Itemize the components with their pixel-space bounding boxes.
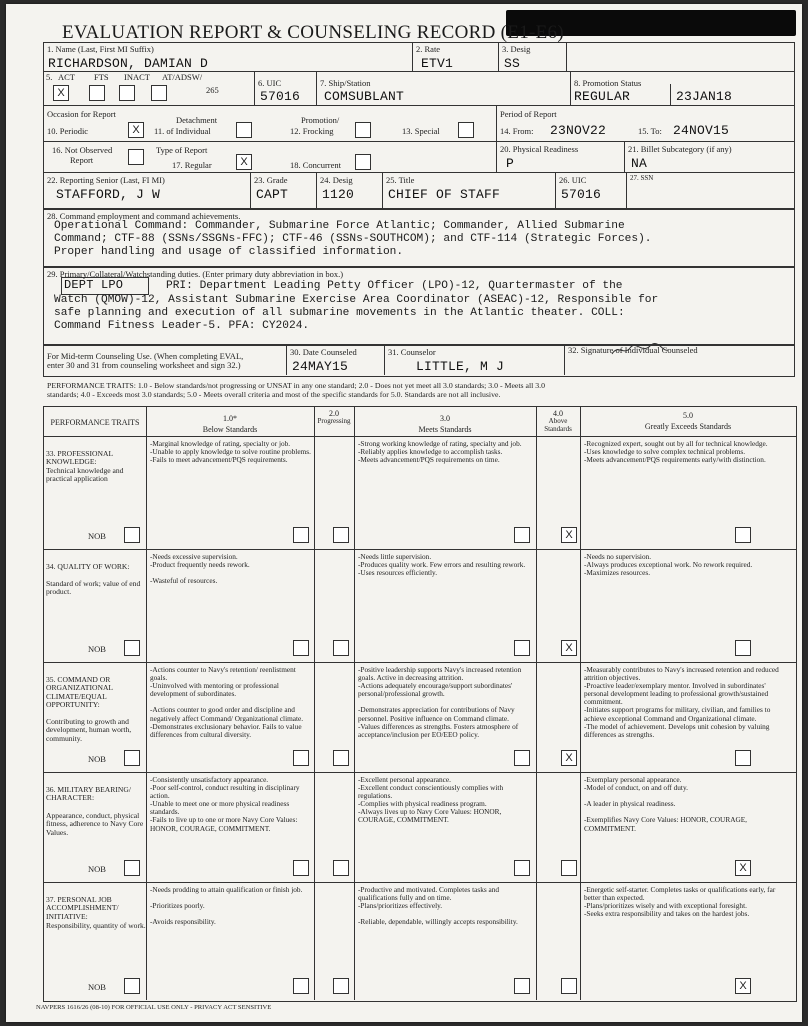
senior-uic-label: 26. UIC (559, 175, 587, 185)
trait-description: Appearance, conduct, physical fitness, adherence to Navy Core Values. (46, 811, 144, 837)
nob-checkbox[interactable] (124, 750, 140, 766)
desig-label: 3. Desig (502, 44, 531, 54)
standard-c3: -Positive leadership supports Navy's increased retention goals. Active in decreasing attrition. -Actions adequately encourage/support subordinates' personal/professional growth. -Demonstrates appreciation for contributions of Navy personnel. Positive influence on Command climate. -Values differences as strengths. Fosters atmosphere of acceptance/inclusion per EO/EEO policy. (358, 665, 522, 739)
command-line-2: Command; CTF-88 (SSNs/SSGNs-FFC); CTF-46 (SSNs-SOUTHCOM); and CTF-114 (Strategic Forces). (54, 233, 652, 245)
hdr-c2-num: 2.0 (329, 409, 339, 418)
score-3-checkbox[interactable] (514, 750, 530, 766)
special-label: 13. Special (402, 126, 440, 136)
concurrent-checkbox[interactable] (355, 154, 371, 170)
uic-label: 6. UIC (258, 78, 282, 88)
score-1-checkbox[interactable] (293, 640, 309, 656)
promotion-label: 8. Promotion Status (574, 78, 642, 88)
concurrent-label: 18. Concurrent (290, 160, 341, 170)
frocking-label: 12. Frocking (290, 126, 334, 136)
trait-description: Contributing to growth and development, human worth, community. (46, 717, 132, 743)
trait-name: 35. COMMAND OR ORGANIZATIONAL CLIMATE/EQUAL OPPORTUNITY: (46, 675, 113, 710)
duties-line-2: Watch (QMOW)-12, Assistant Submarine Exercise Area Coordinator (ASEAC)-12, Responsible for (54, 294, 659, 306)
score-2-checkbox[interactable] (333, 527, 349, 543)
score-2-checkbox[interactable] (333, 750, 349, 766)
standard-c5: -Energetic self-starter. Completes tasks or qualifications early, far better than expected. -Plans/prioritizes wisely and with exceptional foresight. -Seeks extra responsibility and takes on the hardest jobs. (584, 885, 776, 919)
score-2-checkbox[interactable] (333, 978, 349, 994)
trait-name: 37. PERSONAL JOB ACCOMPLISHMENT/ INITIATIVE: (46, 895, 119, 921)
from-date-field[interactable]: 23NOV22 (550, 123, 607, 138)
nob-label: NOB (88, 864, 106, 874)
atadsw-checkbox[interactable] (151, 85, 167, 101)
atadsw-label: AT/ADSW/ (162, 72, 203, 82)
score-3-checkbox[interactable] (514, 978, 530, 994)
perf-intro-line-1: PERFORMANCE TRAITS: 1.0 - Below standards/not progressing or UNSAT in any one standard; 2.0 - Does not yet meet all 3.0 standards; 3.0 - Meets all 3.0 (47, 381, 546, 390)
score-2-checkbox[interactable] (333, 860, 349, 876)
ship-field[interactable]: COMSUBLANT (324, 89, 405, 104)
senior-uic-field[interactable]: 57016 (561, 187, 602, 202)
physical-readiness-label: 20. Physical Readiness (500, 144, 579, 154)
standard-c1: -Actions counter to Navy's retention/ reenlistment goals. -Uninvolved with mentoring or professional development of subordinates. -Actions counter to good order and discipline and negatively affect Command/ Organizational climate. -Demonstrates exclusionary behavior. Fails to value differences from cultural diversity. (150, 665, 304, 739)
periodic-checkbox[interactable]: X (128, 122, 144, 138)
name-label: 1. Name (Last, First MI Suffix) (47, 44, 154, 54)
counselor-field[interactable]: LITTLE, M J (416, 359, 505, 374)
hdr-c3-num: 3.0 (440, 414, 450, 423)
senior-desig-label: 24. Desig (320, 175, 353, 185)
command-line-3: Proper handling and usage of classified information. (54, 246, 404, 258)
atadsw-code: 265 (206, 85, 219, 95)
score-4-checkbox[interactable] (561, 978, 577, 994)
signature-mark (610, 342, 670, 360)
primary-duty-value: DEPT LPO (64, 278, 124, 292)
grade-field[interactable]: CAPT (256, 187, 289, 202)
billet-field[interactable]: NA (631, 156, 648, 171)
standard-c3: -Excellent personal appearance. -Excellent conduct conscientiously complies with regulations. -Complies with physical readiness program. -Always lives up to Navy Core Values: HONOR, COURAGE, COMMITMENT. (358, 775, 504, 825)
standard-c1: -Marginal knowledge of rating, specialty or job. -Unable to apply knowledge to solve routine problems. -Fails to meet advancement/PQS requirements. (150, 439, 311, 465)
status-label: 5. (46, 72, 53, 82)
nob-checkbox[interactable] (124, 640, 140, 656)
duties-label: 29. Primary/Collateral/Watchstanding duties. (Enter primary duty abbreviation in box.) (47, 269, 344, 279)
not-observed-label: 16. Not Observed (52, 145, 113, 155)
nob-checkbox[interactable] (124, 860, 140, 876)
not-observed-checkbox[interactable] (128, 149, 144, 165)
title-field[interactable]: CHIEF OF STAFF (388, 187, 501, 202)
individual-label: 11. of Individual (154, 126, 211, 136)
score-3-checkbox[interactable] (514, 640, 530, 656)
detachment-label: Detachment (176, 115, 218, 125)
fts-checkbox[interactable] (89, 85, 105, 101)
hdr-c5-num: 5.0 (683, 411, 693, 420)
regular-checkbox[interactable]: X (236, 154, 252, 170)
nob-checkbox[interactable] (124, 978, 140, 994)
physical-readiness-field[interactable]: P (506, 156, 515, 171)
period-label: Period of Report (500, 109, 557, 119)
hdr-c5: Greatly Exceeds Standards (644, 422, 732, 431)
standard-c5: -Needs no supervision. -Always produces exceptional work. No rework required. -Maximizes resources. (584, 552, 753, 578)
command-line-1: Operational Command: Commander, Submarine Force Atlantic; Commander, Allied Submarine (54, 220, 625, 232)
score-1-checkbox[interactable] (293, 750, 309, 766)
score-1-checkbox[interactable] (293, 527, 309, 543)
evaluation-form-page (6, 4, 802, 1022)
nob-label: NOB (88, 644, 106, 654)
reporting-senior-field[interactable]: STAFFORD, J W (56, 187, 161, 202)
hdr-c1-num: 1.0* (223, 414, 237, 423)
standard-c5: -Recognized expert, sought out by all for technical knowledge. -Uses knowledge to solve complex technical problems. -Meets advancement/PQS requirements early/with distinction. (584, 439, 768, 465)
inact-checkbox[interactable] (119, 85, 135, 101)
score-4-checkbox[interactable]: X (561, 527, 577, 543)
midterm-line-1: For Mid-term Counseling Use. (When completing EVAL, (47, 351, 244, 361)
rate-field[interactable]: ETV1 (421, 56, 454, 71)
occasion-label: Occasion for Report (47, 109, 116, 119)
nob-label: NOB (88, 982, 106, 992)
promotion-field[interactable]: REGULAR (574, 89, 631, 104)
nob-label: NOB (88, 754, 106, 764)
special-checkbox[interactable] (458, 122, 474, 138)
score-5-checkbox[interactable]: X (735, 860, 751, 876)
score-1-checkbox[interactable] (293, 860, 309, 876)
nob-label: NOB (88, 531, 106, 541)
date-reported-field[interactable]: 23JAN18 (676, 89, 733, 104)
command-label: 28. Command employment and command achievements. (47, 211, 241, 221)
score-2-checkbox[interactable] (333, 640, 349, 656)
trait-name: 34. QUALITY OF WORK: (46, 562, 130, 571)
trait-name: 33. PROFESSIONAL KNOWLEDGE: (46, 449, 113, 467)
duties-line-3: safe planning and execution of all submarine movements in the Atlantic theater. COLL: (54, 307, 625, 319)
standard-c3: -Needs little supervision. -Produces quality work. Few errors and resulting rework. -Uses resources efficiently. (358, 552, 526, 578)
standard-c1: -Consistently unsatisfactory appearance. -Poor self-control, conduct resulting in disciplinary action. -Unable to meet one or more physical readiness standards. -Fails to live up to one or more Navy Core Values: HONOR, COURAGE, COMMITMENT. (150, 775, 300, 833)
act-checkbox[interactable]: X (53, 85, 69, 101)
ship-label: 7. Ship/Station (320, 78, 371, 88)
rate-label: 2. Rate (416, 44, 441, 54)
midterm-line-2: enter 30 and 31 from counseling worksheet and sign 32.) (47, 360, 241, 370)
desig-field[interactable]: SS (504, 56, 521, 71)
to-label: 15. To: (638, 126, 662, 136)
grade-label: 23. Grade (254, 175, 288, 185)
hdr-c1: Below Standards (202, 425, 258, 434)
uic-field[interactable]: 57016 (260, 89, 301, 104)
fts-label: FTS (94, 72, 109, 82)
billet-label: 21. Billet Subcategory (if any) (628, 144, 732, 154)
act-label: ACT (58, 72, 75, 82)
date-counseled-label: 30. Date Counseled (290, 347, 357, 357)
score-4-checkbox[interactable] (561, 860, 577, 876)
periodic-label: 10. Periodic (47, 126, 89, 136)
hdr-c4: Above Standards (544, 417, 572, 433)
trait-description: Responsibility, quantity of work. (46, 921, 146, 930)
trait-description: Standard of work; value of end product. (46, 579, 141, 597)
name-field[interactable]: RICHARDSON, DAMIAN D (48, 56, 209, 71)
type-of-report-label: Type of Report (156, 145, 208, 155)
trait-name: 36. MILITARY BEARING/ CHARACTER: (46, 785, 131, 803)
duties-first-line: PRI: Department Leading Petty Officer (LPO)-12, Quartermaster of the (166, 280, 623, 292)
perf-intro-line-2: standards; 4.0 - Exceeds most 3.0 standards; 5.0 - Meets overall criteria and most of the specific standards for 5.0. Standards are not all inclusive. (47, 390, 501, 399)
promotion-frocking-label: Promotion/ (301, 115, 340, 125)
signature-label: 32. Signature of Individual Counseled (568, 345, 698, 355)
frocking-checkbox[interactable] (355, 122, 371, 138)
duties-line-4: Command Fitness Leader-5. PFA: CY2024. (54, 320, 310, 332)
score-5-checkbox[interactable] (735, 750, 751, 766)
nob-checkbox[interactable] (124, 527, 140, 543)
trait-description: Technical knowledge and practical application (46, 466, 124, 484)
standard-c5: -Measurably contributes to Navy's increased retention and reduced attrition objectives. -Proactive leader/exemplary mentor. Involved in subordinates' personal development leading to professional growth/sustained commitment. -Initiates support programs for military, civilian, and families to achieve exceptional Command and Organizational climate. -The model of achievement. Develops unit cohesion by valuing differences as strengths. (584, 665, 779, 739)
title-label: 25. Title (386, 175, 415, 185)
score-5-checkbox[interactable] (735, 527, 751, 543)
detachment-checkbox[interactable] (236, 122, 252, 138)
reporting-senior-label: 22. Reporting Senior (Last, FI MI) (47, 175, 165, 185)
hdr-c4-num: 4.0 (553, 409, 563, 418)
score-3-checkbox[interactable] (514, 860, 530, 876)
hdr-c2: Progressing (317, 417, 351, 425)
score-5-checkbox[interactable] (735, 640, 751, 656)
score-5-checkbox[interactable]: X (735, 978, 751, 994)
standard-c5: -Exemplary personal appearance. -Model of conduct, on and off duty. -A leader in physical readiness. -Exemplifies Navy Core Values: HONOR, COURAGE, COMMITMENT. (584, 775, 748, 833)
score-3-checkbox[interactable] (514, 527, 530, 543)
hdr-c3: Meets Standards (418, 425, 472, 434)
standard-c1: -Needs excessive supervision. -Product frequently needs rework. -Wasteful of resources. (150, 552, 250, 586)
date-counseled-field[interactable]: 24MAY15 (292, 359, 349, 374)
senior-ssn-label: 27. SSN (630, 174, 654, 182)
inact-label: INACT (124, 72, 150, 82)
standard-c3: -Productive and motivated. Completes tasks and qualifications fully and on time. -Plans/prioritizes effectively. -Reliable, dependable, willingly accepts responsibility. (358, 885, 518, 927)
report-label: Report (70, 155, 94, 165)
senior-desig-field[interactable]: 1120 (322, 187, 355, 202)
score-1-checkbox[interactable] (293, 978, 309, 994)
regular-label: 17. Regular (172, 160, 212, 170)
from-label: 14. From: (500, 126, 534, 136)
hdr-traits: PERFORMANCE TRAITS (50, 418, 140, 427)
form-title: EVALUATION REPORT & COUNSELING RECORD (E1-E6) (62, 22, 564, 43)
standard-c3: -Strong working knowledge of rating, specialty and job. -Reliably applies knowledge to accomplish tasks. -Meets advancement/PQS requirements on time. (358, 439, 522, 465)
score-4-checkbox[interactable]: X (561, 750, 577, 766)
score-4-checkbox[interactable]: X (561, 640, 577, 656)
standard-c1: -Needs prodding to attain qualification or finish job. -Prioritizes poorly. -Avoids responsibility. (150, 885, 303, 927)
counselor-label: 31. Counselor (388, 347, 436, 357)
to-date-field[interactable]: 24NOV15 (673, 123, 730, 138)
form-footer: NAVPERS 1616/26 (08-10) FOR OFFICIAL USE ONLY - PRIVACY ACT SENSITIVE (36, 1004, 272, 1011)
